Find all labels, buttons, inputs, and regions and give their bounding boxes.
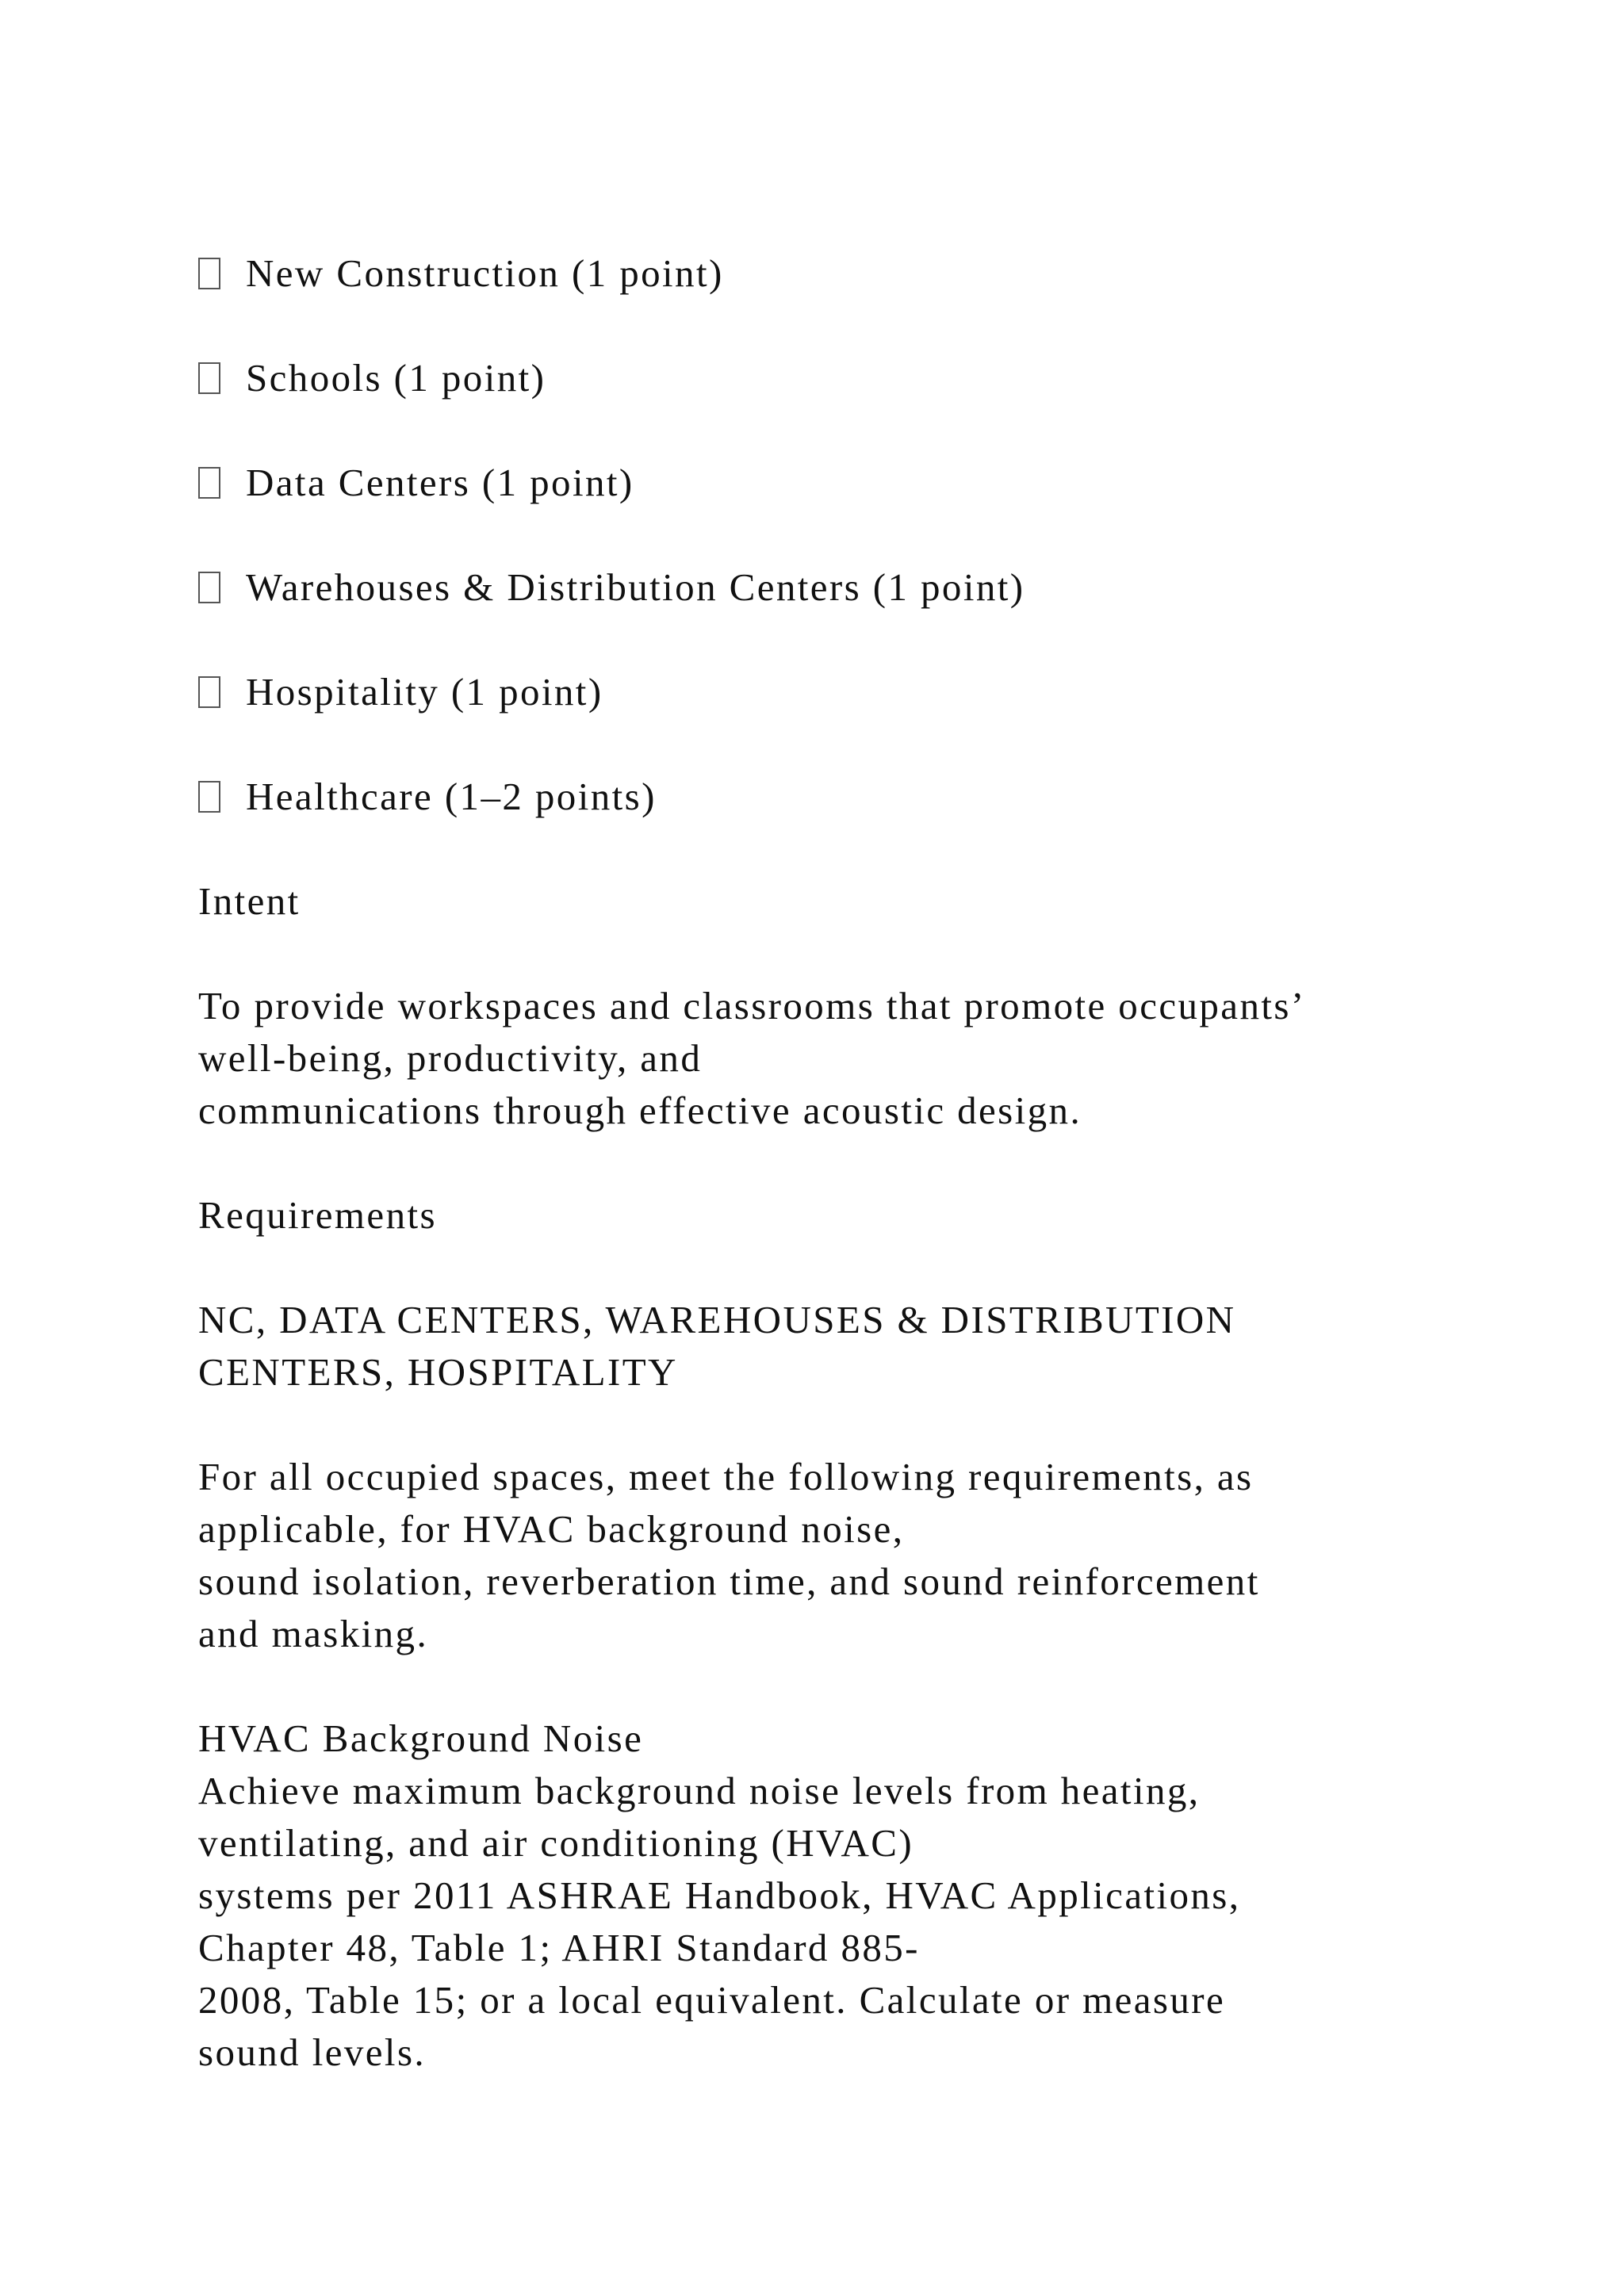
- checkbox-icon: [198, 676, 220, 708]
- rating-label: Hospitality (1 point): [246, 670, 603, 714]
- requirements-line: and masking.: [198, 1612, 429, 1655]
- list-item: [198, 352, 1507, 404]
- hvac-heading: HVAC Background Noise: [198, 1716, 644, 1760]
- intent-line: To provide workspaces and classrooms that promote occupants’: [198, 984, 1306, 1027]
- checkbox-icon: [198, 258, 220, 289]
- list-item: [198, 771, 1507, 823]
- rating-label: Healthcare (1–2 points): [246, 775, 657, 818]
- checkbox-icon: [198, 362, 220, 394]
- requirements-line: sound isolation, reverberation time, and sound reinforcement: [198, 1559, 1260, 1603]
- requirements-line: applicable, for HVAC background noise,: [198, 1507, 905, 1551]
- list-item: [198, 561, 1507, 614]
- rating-list: [198, 247, 1507, 823]
- rating-label: Data Centers (1 point): [246, 461, 634, 504]
- hvac-section: [198, 1712, 1507, 2079]
- rating-label: New Construction (1 point): [246, 251, 724, 295]
- rating-label: Schools (1 point): [246, 356, 546, 400]
- checkbox-icon: [198, 781, 220, 813]
- subheading-line: CENTERS, HOSPITALITY: [198, 1350, 678, 1394]
- hvac-line: systems per 2011 ASHRAE Handbook, HVAC Applications,: [198, 1873, 1241, 1917]
- checkbox-icon: [198, 572, 220, 603]
- list-item: [198, 457, 1507, 509]
- requirements-line: For all occupied spaces, meet the following requirements, as: [198, 1455, 1254, 1498]
- intent-line: communications through effective acoustic design.: [198, 1089, 1082, 1132]
- hvac-line: Achieve maximum background noise levels from heating,: [198, 1769, 1201, 1812]
- intent-text: [198, 980, 1507, 1137]
- document-page: [198, 247, 1507, 2079]
- requirements-subheading: [198, 1294, 1507, 1399]
- intent-line: well-being, productivity, and: [198, 1036, 703, 1080]
- rating-label: Warehouses & Distribution Centers (1 point): [246, 565, 1025, 609]
- hvac-line: Chapter 48, Table 1; AHRI Standard 885-: [198, 1926, 920, 1969]
- hvac-line: ventilating, and air conditioning (HVAC): [198, 1821, 914, 1865]
- subheading-line: NC, DATA CENTERS, WAREHOUSES & DISTRIBUTION: [198, 1298, 1236, 1341]
- checkbox-icon: [198, 467, 220, 499]
- list-item: [198, 247, 1507, 300]
- requirements-text: [198, 1451, 1507, 1660]
- hvac-line: 2008, Table 15; or a local equivalent. Calculate or measure: [198, 1978, 1226, 2022]
- intent-heading: Intent: [198, 879, 301, 923]
- requirements-heading: Requirements: [198, 1193, 437, 1237]
- hvac-line: sound levels.: [198, 2030, 427, 2074]
- list-item: [198, 666, 1507, 718]
